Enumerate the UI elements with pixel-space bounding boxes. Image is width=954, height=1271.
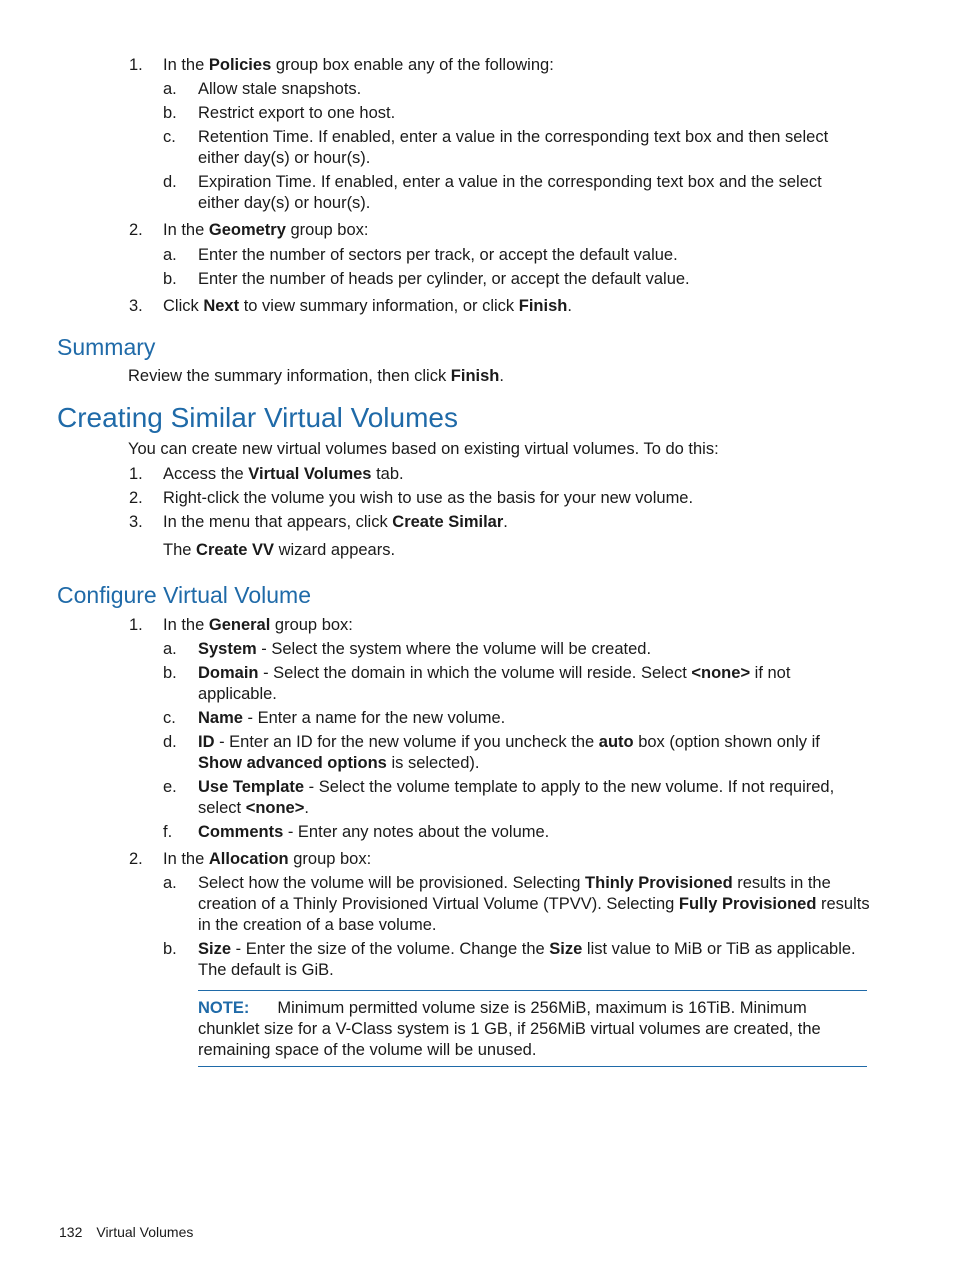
page-number: 132 [59, 1224, 83, 1240]
document-page: 1. In the Policies group box enable any of the following: a. Allow stale snapshots. b. Restrict export to one host. c. Retention Time. If enabled, enter a value in the corresponding text box and then select either day(s) or hour(s). d. Expiration Time. If enabled, enter a value in the corresponding text box and the select either day(s) or hour(s). 2. In the Geometry group box: a. Enter the number of sectors per track, or accept the default value. b. Enter the number of heads per cylinder, or accept the default value. 3. Click Next to view summary information, or click Finish. Summary Review the summary information, then click Finish. Creating Similar Virtual Volumes You can create new virtual volumes based on existing virtual volumes. To do this: 1. Access the Virtual Volumes tab. 2. Right-click the volume you wish to use as the basis for your new volume. 3. In the menu that appears, click Create Similar. The Create VV wizard appears. Configure Virtual Volume 1. In the General group box: a. System - Select the system where the volume will be created. b. Domain - Select the domain in which the volume will reside. Select <none> if not applicable. c. Name - Enter a name for the new volume. d. ID - Enter an ID for the new volume if you uncheck the auto box (option shown only if Show advanced options is selected). e. Use Template - Select the volume template to apply to the new volume. If not required, select <none>. f. Comments - Enter any notes about the volume. 2. In the Allocation group box: a. Select how the volume will be provisioned. Selecting Thinly Provisioned results in the creation of a Thinly Provisioned Virtual Volume (TPVV). Selecting Fully Provisioned results in the creation of a base volume. b. Size - Enter the size of the volume. Change the Size list value to MiB or TiB as applicable. The default is GiB. NOTE: Minimum permitted volume size is 256MiB, maximum is 16TiB. Minimum chunklet size for a V-Class system is 1 GB, if 256MiB virtual volumes are created, the remaining space of the volume will be unused. 132 Virtual Volumes [57, 56, 870, 1240]
heading-summary: Summary [57, 334, 156, 360]
heading-creating-similar: Creating Similar Virtual Volumes [57, 402, 458, 433]
note-bottom-rule [198, 1066, 867, 1067]
page-footer [59, 1223, 207, 1241]
heading-configure: Configure Virtual Volume [57, 582, 311, 608]
note-top-rule [198, 990, 867, 991]
footer-section: Virtual Volumes [96, 1224, 194, 1240]
note-label: NOTE: [198, 999, 250, 1017]
